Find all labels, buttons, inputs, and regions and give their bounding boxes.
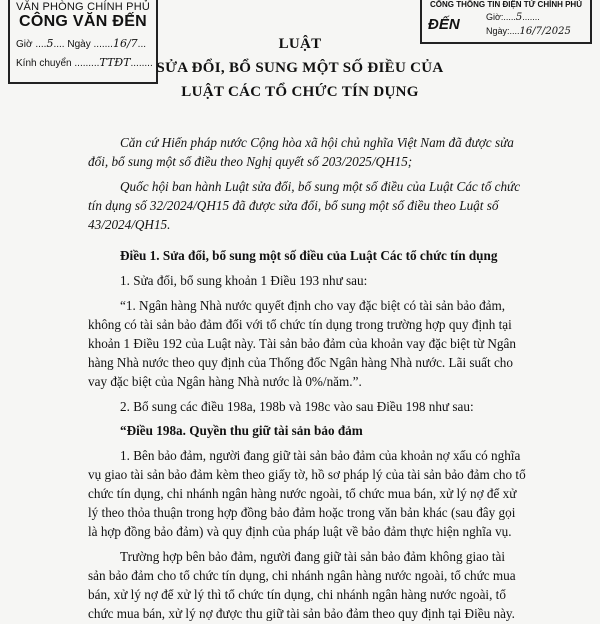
quote-line-5: vay đặc biệt của Ngân hàng Nhà nước là 0%/năm.”. — [88, 374, 362, 389]
portal-stamp-heading: ĐẾN — [428, 16, 460, 33]
stamp-date-value: 16/7 — [112, 37, 138, 50]
quote-line-2: không có tài sản bảo đảm đối với tổ chức tín dụng trong trường hợp quy định tại — [88, 317, 512, 332]
stamp-date-label: Ngày — [67, 39, 91, 50]
preamble-assembly-line1: Quốc hội ban hành Luật sửa đổi, bổ sung một số điều của Luật Các tổ chức — [120, 179, 521, 194]
clause-1-line-2: vụ giao tài sản bảo đảm kèm theo giấy tờ, hồ sơ pháp lý của tài sản bảo đảm cho tổ — [88, 467, 526, 482]
stamp-time-label: Giờ — [16, 39, 33, 50]
clause-1-line-1: 1. Bên bảo đảm, người đang giữ tài sản bảo đảm của khoản nợ xấu có nghĩa — [120, 448, 521, 463]
clause-1-line-4: lý theo thỏa thuận trong hợp đồng bảo đảm hoặc trong văn bản khác (sau đây gọi — [88, 505, 516, 520]
clause-2-line-4: chức mua bán, xử lý nợ được thu giữ tài sản bảo đảm theo quy định tại Điều này. — [88, 606, 515, 621]
article-1-item-2: 2. Bổ sung các điều 198a, 198b và 198c vào sau Điều 198 như sau: — [120, 399, 474, 414]
law-subtitle-line1: SỬA ĐỔI, BỔ SUNG MỘT SỐ ĐIỀU CỦA — [156, 60, 444, 76]
portal-date-line: Ngày:....16/7/2025 — [486, 26, 571, 37]
quote-line-4: hàng Nhà nước theo quy định của Thống đốc Ngân hàng Nhà nước. Lãi suất cho — [88, 355, 513, 370]
stamp-forward-label: Kính chuyển — [16, 58, 72, 69]
article-1-item-1: 1. Sửa đổi, bổ sung khoản 1 Điều 193 như sau: — [120, 273, 368, 288]
portal-name: CỔNG THÔNG TIN ĐIỆN TỬ CHÍNH PHỦ — [430, 0, 582, 9]
preamble-constitution-line1: Căn cứ Hiến pháp nước Cộng hòa xã hội chủ nghĩa Việt Nam đã được sửa — [120, 135, 514, 150]
stamp-forward-line: Kính chuyển .........TTĐT........ — [16, 56, 153, 69]
article-198a-heading: “Điều 198a. Quyền thu giữ tài sản bảo đảm — [120, 423, 363, 438]
clause-1-line-3: chức tín dụng, chi nhánh ngân hàng nước ngoài, tổ chức mua bán, xử lý nợ để xử — [88, 486, 517, 501]
portal-time-label: Giờ — [486, 12, 501, 22]
quote-line-1: “1. Ngân hàng Nhà nước quyết định cho vay đặc biệt có tài sản bảo đảm, — [120, 298, 506, 313]
law-title: LUẬT — [278, 36, 322, 52]
preamble-assembly-line2: tín dụng số 32/2024/QH15 đã được sửa đổi, bổ sung một số điều theo Luật số — [88, 198, 499, 213]
preamble-constitution-line2: đổi, bổ sung một số điều theo Nghị quyết số 203/2025/QH15; — [88, 154, 413, 169]
portal-date-value: 16/7/2025 — [519, 26, 571, 37]
stamp-office-name: VĂN PHÒNG CHÍNH PHỦ — [16, 1, 150, 13]
portal-time-line: Giờ:.....5....... — [486, 12, 540, 23]
clause-1-line-5: là hợp đồng bảo đảm) và quy định của pháp luật về bảo đảm thực hiện nghĩa vụ. — [88, 524, 512, 539]
stamp-heading: CÔNG VĂN ĐẾN — [18, 13, 148, 30]
article-1-heading: Điều 1. Sửa đổi, bổ sung một số điều của Luật Các tổ chức tín dụng — [120, 248, 498, 263]
law-subtitle-line2: LUẬT CÁC TỔ CHỨC TÍN DỤNG — [181, 84, 419, 100]
portal-time-value: 5 — [515, 12, 523, 23]
stamp-time-date-line: Giờ ....5.... Ngày .......16/7... — [16, 37, 147, 50]
clause-2-line-3: bán, xử lý nợ để xử lý thì tổ chức tín dụng, chi nhánh ngân hàng nước ngoài, tổ — [88, 587, 506, 602]
clause-2-line-2: sản bảo đảm cho tổ chức tín dụng, chi nhánh ngân hàng nước ngoài, tổ chức mua — [88, 568, 516, 583]
quote-line-3: khoản 1 Điều 192 của Luật này. Tài sản bảo đảm của khoản vay đặc biệt từ Ngân — [88, 336, 516, 351]
stamp-time-value: 5 — [46, 37, 54, 50]
portal-date-label: Ngày — [486, 26, 508, 36]
stamp-forward-value: TTĐT — [99, 56, 131, 69]
clause-2-line-1: Trường hợp bên bảo đảm, người đang giữ tài sản bảo đảm không giao tài — [120, 549, 506, 564]
preamble-assembly-line3: 43/2024/QH15. — [88, 217, 171, 232]
